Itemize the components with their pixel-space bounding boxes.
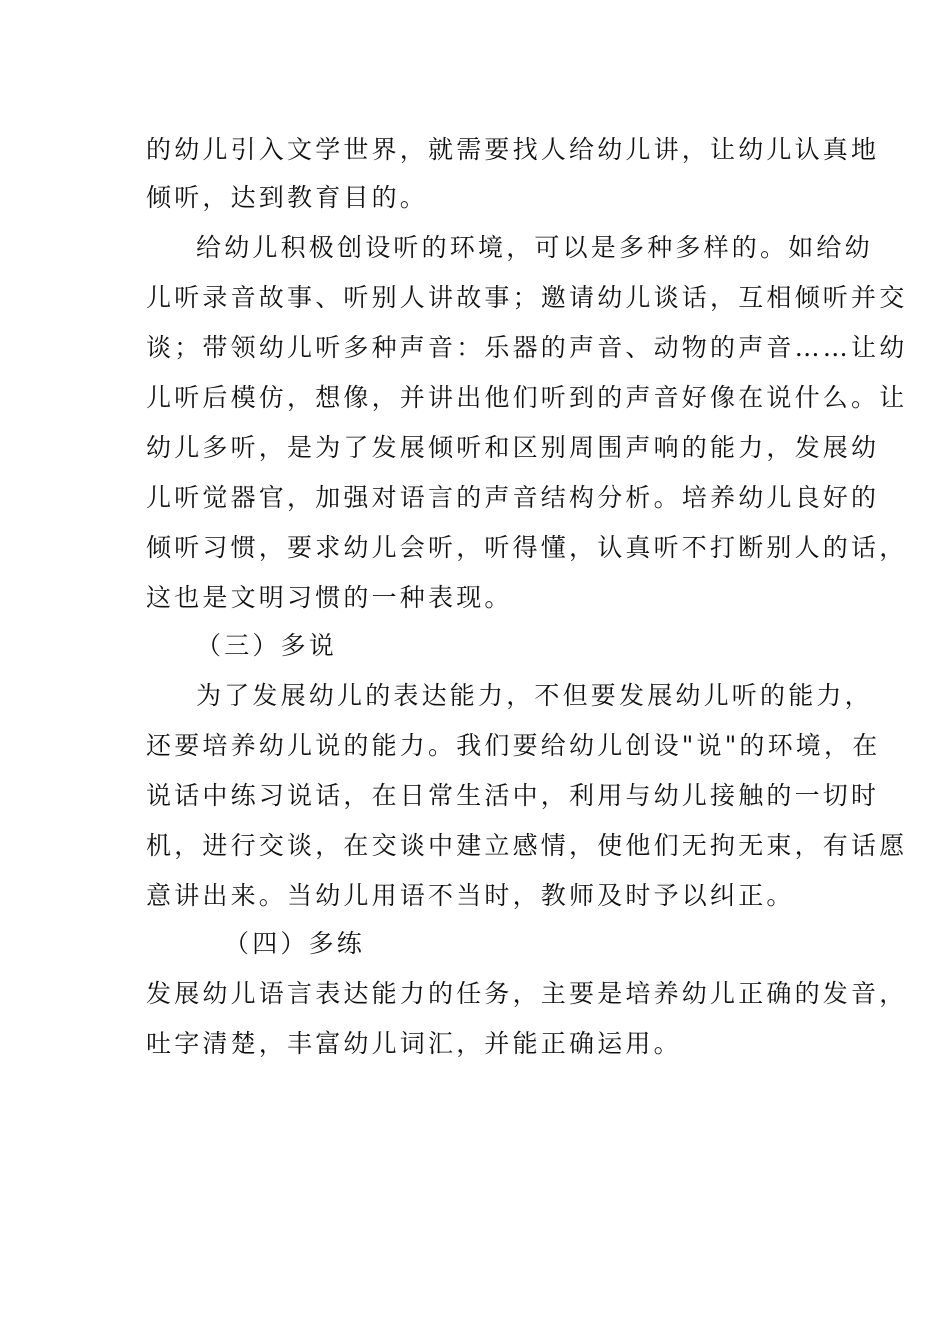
text-line: 发展幼儿语言表达能力的任务，主要是培养幼儿正确的发音，: [146, 979, 908, 1008]
text-line: 给幼儿积极创设听的环境，可以是多种多样的。如给幼: [196, 233, 873, 262]
text-line: 为了发展幼儿的表达能力，不但要发展幼儿听的能力，: [196, 681, 873, 710]
text-line: 谈；带领幼儿听多种声音：乐器的声音、动物的声音……让幼: [146, 333, 908, 362]
section-heading-3: （三）多说: [196, 631, 338, 660]
text-line: 的幼儿引入文学世界，就需要找人给幼儿讲，让幼儿认真地: [146, 135, 880, 164]
text-line: 幼儿多听，是为了发展倾听和区别周围声响的能力，发展幼: [146, 433, 880, 462]
text-line: 说话中练习说话，在日常生活中，利用与幼儿接触的一切时: [146, 781, 880, 810]
section-heading-4: （四）多练: [224, 929, 366, 958]
text-line: 吐字清楚，丰富幼儿词汇，并能正确运用。: [146, 1029, 682, 1058]
text-line: 还要培养幼儿说的能力。我们要给幼儿创设"说"的环境，在: [146, 731, 881, 760]
text-line: 意讲出来。当幼儿用语不当时，教师及时予以纠正。: [146, 881, 795, 910]
text-line: 这也是文明习惯的一种表现。: [146, 583, 513, 612]
text-line: 机，进行交谈，在交谈中建立感情，使他们无拘无束，有话愿: [146, 831, 908, 860]
text-line: 倾听习惯，要求幼儿会听，听得懂，认真听不打断别人的话，: [146, 533, 908, 562]
text-line: 倾听，达到教育目的。: [146, 183, 429, 212]
text-line: 儿听录音故事、听别人讲故事；邀请幼儿谈话，互相倾听并交: [146, 283, 908, 312]
text-line: 儿听觉器官，加强对语言的声音结构分析。培养幼儿良好的: [146, 483, 880, 512]
text-line: 儿听后模仿，想像，并讲出他们听到的声音好像在说什么。让: [146, 383, 908, 412]
